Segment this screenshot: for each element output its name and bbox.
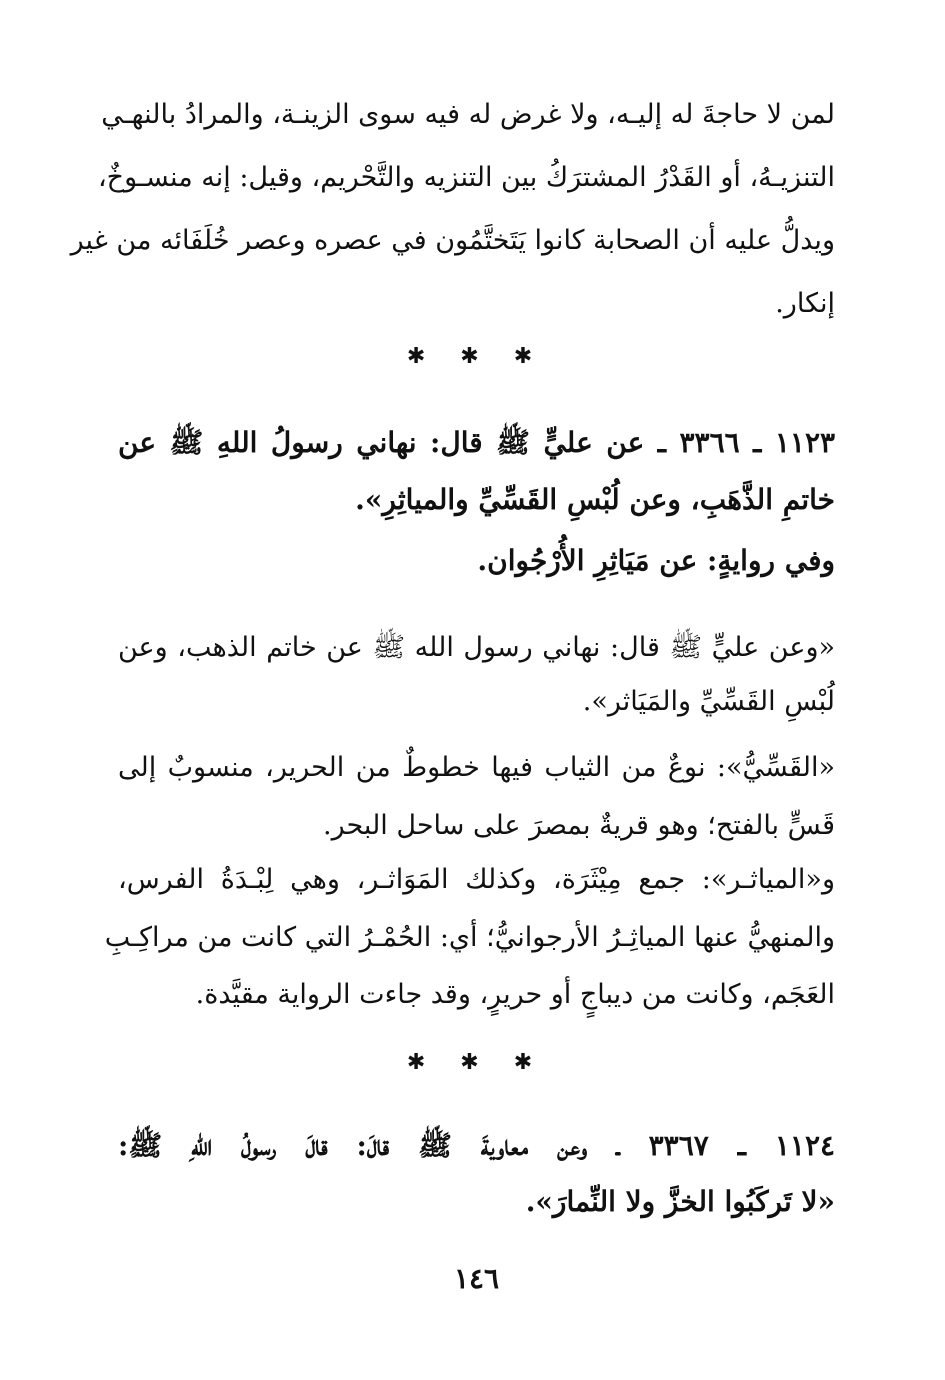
- definition-line: و«المياثـر»: جمع مِيْثَرَة، وكذلك المَوَاثـر، وهي لِبْـدَةُ الفرس،: [118, 864, 835, 895]
- hadith-line: «لا تَركَبُوا الخزَّ ولا النِّمارَ».: [525, 1185, 835, 1218]
- commentary-line: إنكار.: [775, 288, 835, 319]
- section-separator: ✱ ✱ ✱: [406, 344, 547, 369]
- definition-line: والمنهيُّ عنها المياثِـرُ الأرجوانيُّ؛ أي: الحُمْـرُ التي كانت من مراكِـبِ: [104, 922, 835, 953]
- commentary-line: لمن لا حاجةَ له إليـه، ولا غرض له فيه سوى الزينـة، والمرادُ بالنهـي: [101, 99, 835, 130]
- commentary-line: ويدلُّ عليه أن الصحابة كانوا يَتَختَّمُون في عصره وعصر خُلَفَائه من غير: [70, 225, 835, 256]
- hadith-line: ١١٢٤ ـ ٣٣٦٧ ـ وعن معاويةَ ﷺ قالَ: قالَ رسولُ اللهِ ﷺ:: [118, 1129, 836, 1162]
- definition-line: «القَسِّيُّ»: نوعٌ من الثياب فيها خطوطٌ من الحرير، منسوبٌ إلى: [118, 752, 835, 783]
- hadith-variant-line: وفي روايةٍ: عن مَيَاثِرِ الأُرْجُوان.: [477, 544, 835, 577]
- commentary-line: التنزيـهُ، أو القَدْرُ المشترَكُ بين التنزيه والتَّحْريم، وقيل: إنه منسـوخٌ،: [97, 162, 835, 193]
- hadith-line: خاتمِ الذَّهَبِ، وعن لُبْسِ القَسِّيِّ والمياثِرِ».: [355, 483, 835, 516]
- definition-line: العَجَم، وكانت من ديباجٍ أو حريرٍ، وقد جاءت الرواية مقيَّدة.: [195, 979, 835, 1010]
- commentary-line: لُبْسِ القَسِّيِّ والمَيَاثر».: [582, 686, 835, 717]
- commentary-line: «وعن عليٍّ ﷺ قال: نهاني رسول الله ﷺ عن خاتم الذهب، وعن: [118, 632, 835, 663]
- definition-line: قَسٍّ بالفتح؛ وهو قريةٌ بمصرَ على ساحل البحر.: [323, 810, 835, 841]
- book-page: [70, 0, 836, 1380]
- hadith-line: ١١٢٣ ـ ٣٣٦٦ ـ عن عليٍّ ﷺ قال: نهاني رسولُ اللهِ ﷺ عن: [118, 426, 836, 459]
- page-number: ١٤٦: [453, 1262, 500, 1295]
- section-separator: ✱ ✱ ✱: [406, 1050, 547, 1075]
